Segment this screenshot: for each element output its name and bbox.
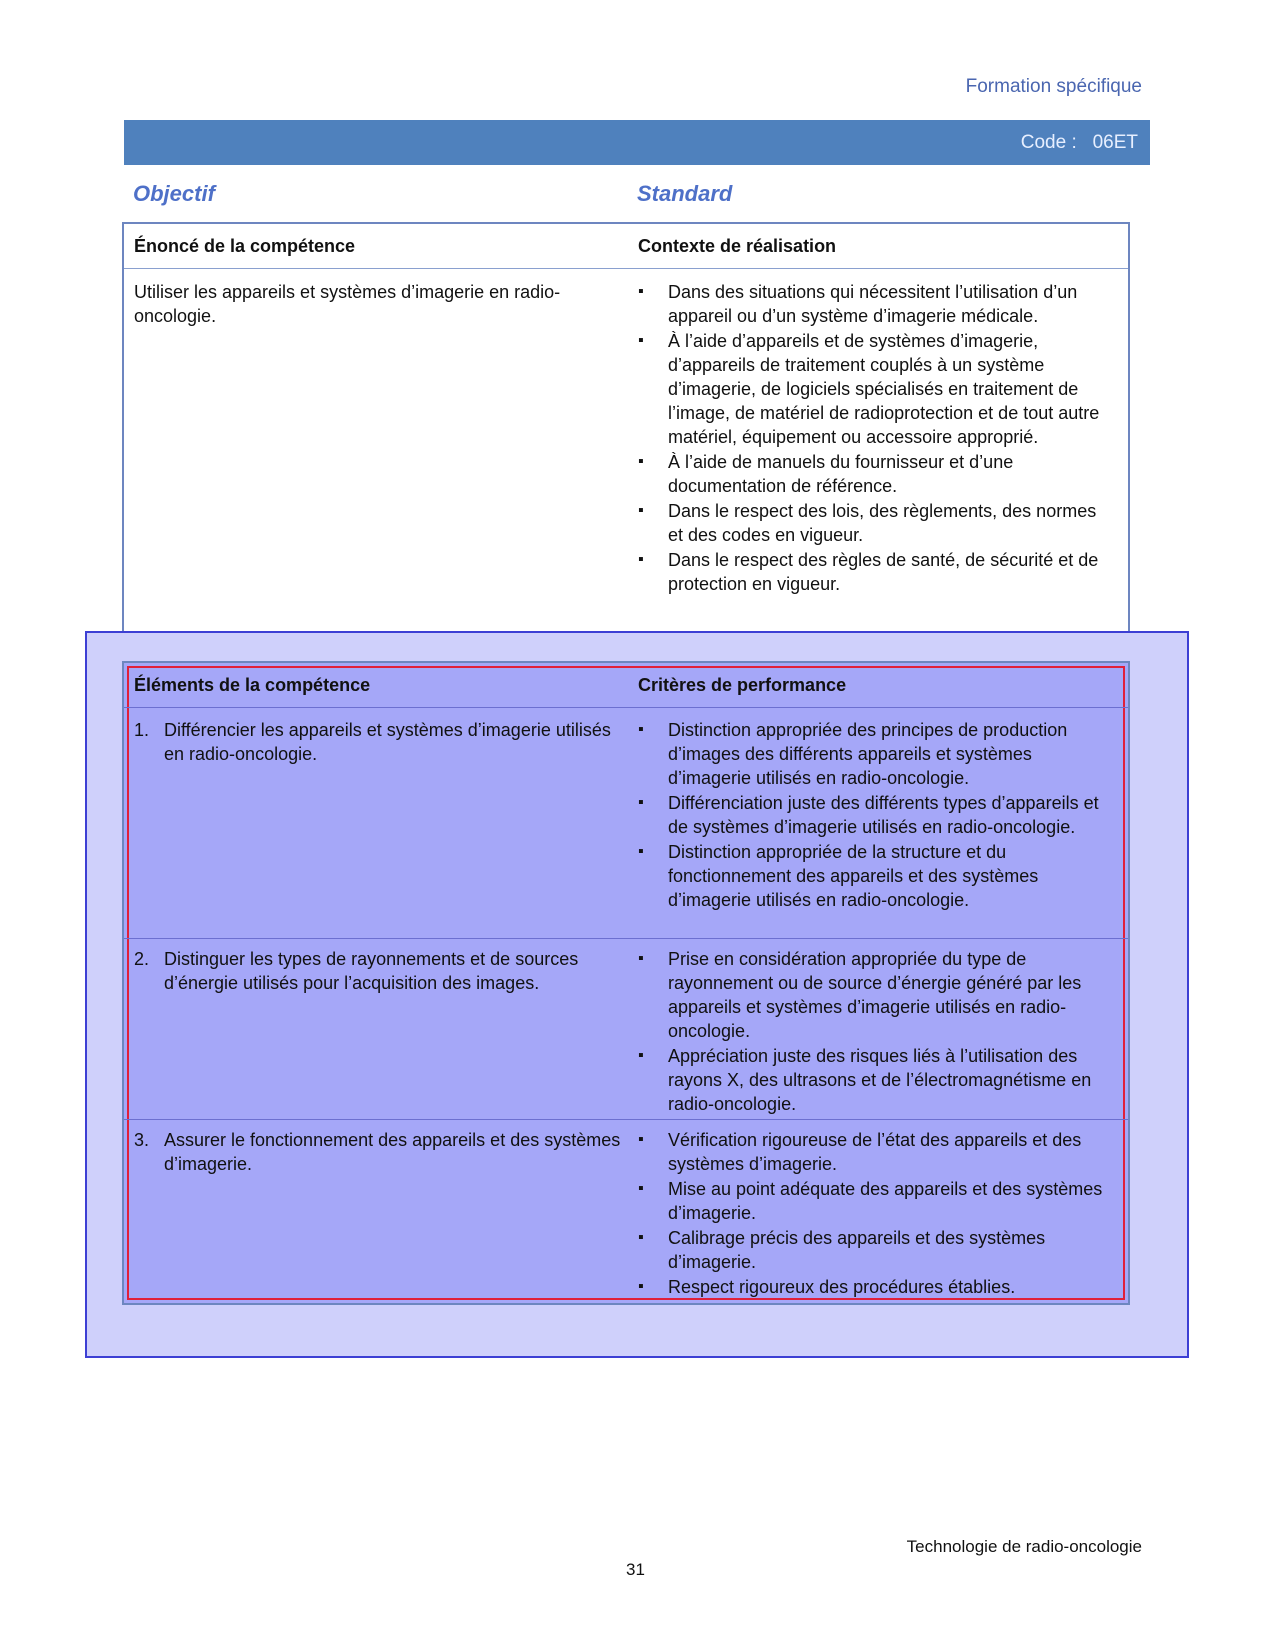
competence-statement: Utiliser les appareils et systèmes d’imagerie en radio-oncologie. (134, 282, 561, 326)
list-item: ▪ À l’aide de manuels du fournisseur et d’une documentation de référence. (638, 450, 1108, 498)
table-row (124, 708, 1128, 938)
element-number: 3. (134, 1130, 150, 1150)
standard-title: Standard (637, 181, 733, 206)
code-label: Code : (1020, 132, 1077, 153)
criteria-list-1 (638, 718, 1108, 913)
list-item: ▪ Différenciation juste des différents types d’appareils et de systèmes d’imagerie utilisés en radio-oncologie. (638, 791, 1108, 839)
list-item: ▪ Dans le respect des lois, des règlements, des normes et des codes en vigueur. (638, 499, 1108, 547)
list-item: ▪ Appréciation juste des risques liés à l’utilisation des rayons X, des ultrasons et de l’électromagnétisme en radio-oncologie. (638, 1044, 1108, 1116)
objectif-title: Objectif (133, 181, 215, 206)
elements-table (122, 661, 1130, 1305)
criteria-list-3 (638, 1128, 1108, 1300)
contexte-header: Contexte de réalisation (638, 236, 837, 256)
element-number: 2. (134, 949, 150, 969)
list-item: ▪ Calibrage précis des appareils et des systèmes d’imagerie. (638, 1226, 1108, 1274)
criteria-list-2 (638, 947, 1108, 1117)
competence-table-header (124, 224, 1128, 269)
code-bar (124, 120, 1150, 165)
list-item: ▪ Vérification rigoureuse de l’état des appareils et des systèmes d’imagerie. (638, 1128, 1108, 1176)
criteres-header: Critères de performance (638, 675, 847, 695)
list-item: ▪ Mise au point adéquate des appareils et des systèmes d’imagerie. (638, 1177, 1108, 1225)
elements-header: Éléments de la compétence (134, 675, 371, 695)
list-item: ▪ Respect rigoureux des procédures établies. (638, 1275, 1108, 1299)
list-item: ▪ Prise en considération appropriée du type de rayonnement ou de source d’énergie généré par les appareils et systèmes d’imagerie utilisés en radio-oncologie. (638, 947, 1108, 1043)
list-item: ▪ Distinction appropriée des principes de production d’images des différents appareils et systèmes d’imagerie utilisés en radio-oncologie. (638, 718, 1108, 790)
enonce-header: Énoncé de la compétence (134, 236, 356, 256)
table-row (124, 1119, 1128, 1304)
list-item: ▪ À l’aide d’appareils et de systèmes d’imagerie, d’appareils de traitement couplés à un système d’imagerie, de logiciels spécialisés en traitement de l’image, de matériel de radioprotection et de tout autre matériel, équipement ou accessoire approprié. (638, 329, 1108, 449)
page-number: 31 (626, 1560, 645, 1579)
context-list (638, 280, 1108, 597)
elements-table-header (124, 663, 1128, 708)
element-text: Assurer le fonctionnement des appareils et des systèmes d’imagerie. (164, 1130, 621, 1174)
table-row (124, 938, 1128, 1120)
element-3 (134, 1128, 634, 1176)
list-item: ▪ Distinction appropriée de la structure et du fonctionnement des appareils et des systèmes d’imagerie utilisés en radio-oncologie. (638, 840, 1108, 912)
element-2 (134, 947, 634, 995)
list-item: ▪ Dans des situations qui nécessitent l’utilisation d’un appareil ou d’un système d’imagerie médicale. (638, 280, 1108, 328)
footer-program: Technologie de radio-oncologie (906, 1537, 1142, 1556)
element-text: Différencier les appareils et systèmes d’imagerie utilisés en radio-oncologie. (164, 720, 611, 764)
element-number: 1. (134, 720, 150, 740)
list-item: ▪ Dans le respect des règles de santé, de sécurité et de protection en vigueur. (638, 548, 1108, 596)
element-text: Distinguer les types de rayonnements et de sources d’énergie utilisés pour l’acquisition des images. (164, 949, 579, 993)
header-top-label: Formation spécifique (965, 76, 1142, 97)
code-value: 06ET (1092, 132, 1138, 153)
competence-table (122, 222, 1130, 642)
code-text (1021, 132, 1138, 154)
element-1 (134, 718, 634, 766)
